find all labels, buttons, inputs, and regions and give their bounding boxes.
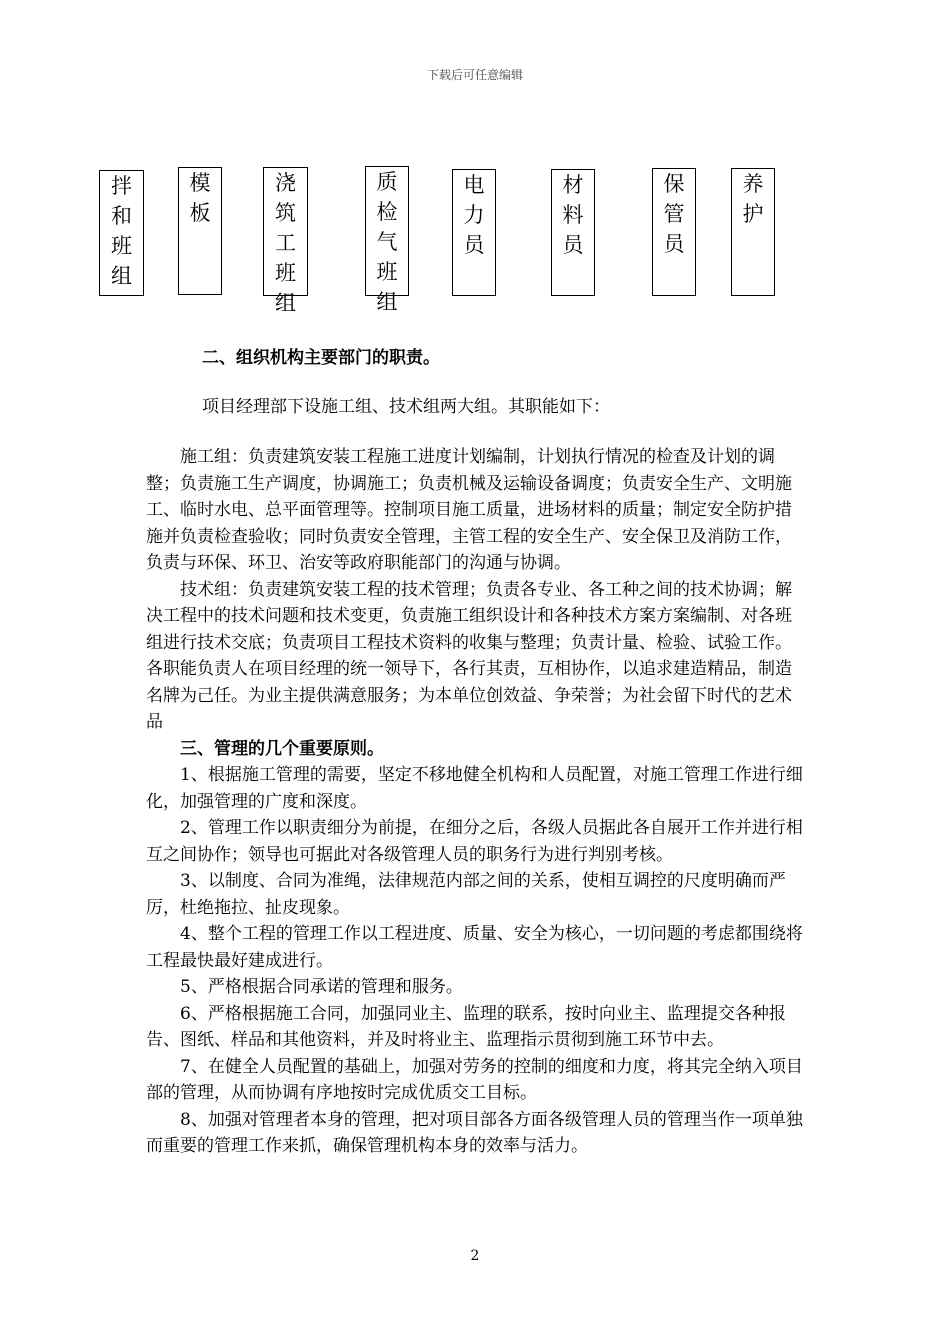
paragraph-construction-group: 施工组：负责建筑安装工程施工进度计划编制，计划执行情况的检查及计划的调整；负责施工生产调度，协调施工；负责机械及运输设备调度；负责安全生产、文明施工、临时水电、总平面管理等。控制项目施工质量，进场材料的质量；制定安全防护措施并负责检查验收；同时负责安全管理，主管工程的安全生产、安全保卫及消防工作，负责与环保、环卫、治安等政府职能部门的沟通与协调。	[146, 447, 792, 573]
org-box-char: 组	[275, 291, 296, 315]
org-box-char: 模	[189, 171, 211, 195]
org-box-char: 料	[562, 203, 584, 227]
org-box-char: 板	[189, 201, 211, 225]
org-box-char: 班	[376, 260, 398, 284]
org-box-char: 员	[562, 233, 584, 257]
org-box-quality-team	[365, 166, 409, 314]
paragraph-closing: 各职能负责人在项目经理的统一领导下，各行其责，互相协作，以追求建造精品，制造名牌为己任。为业主提供满意服务；为本单位创效益、争荣誉；为社会留下时代的艺术品	[146, 659, 792, 732]
section-heading: 二、组织机构主要部门的职责。	[202, 348, 440, 368]
org-box-materials	[551, 169, 595, 296]
org-box-char: 组	[111, 264, 132, 288]
org-box-formwork	[178, 167, 222, 295]
org-box-char: 质	[376, 170, 398, 194]
org-box-char: 班	[275, 261, 296, 285]
org-box-storekeeper	[652, 168, 696, 296]
org-box-char: 保	[663, 172, 685, 196]
principle-item: 6、严格根据施工合同，加强同业主、监理的联系，按时向业主、监理提交各种报告、图纸、样品和其他资料，并及时将业主、监理指示贯彻到施工环节中去。	[146, 1003, 786, 1050]
org-box-char: 养	[742, 172, 764, 196]
org-box-char: 电	[463, 173, 485, 197]
section-heading: 三、管理的几个重要原则。	[180, 738, 384, 759]
principle-item: 2、管理工作以职责细分为前提，在细分之后，各级人员据此各自展开工作并进行相互之间协作；领导也可据此对各级管理人员的职务行为进行判别考核。	[146, 818, 803, 865]
principle-item: 1、根据施工管理的需要，坚定不移地健全机构和人员配置，对施工管理工作进行细化，加强管理的广度和深度。	[146, 765, 803, 812]
page-number: 2	[470, 1248, 480, 1264]
paragraph-technical-group: 技术组：负责建筑安装工程的技术管理；负责各专业、各工种之间的技术协调；解决工程中的技术问题和技术变更，负责施工组织设计和各种技术方案方案编制、对各班组进行技术交底；负责项目工程技术资料的收集与整理；负责计量、检验、试验工作。	[146, 579, 792, 653]
section-intro: 项目经理部下设施工组、技术组两大组。其职能如下：	[202, 396, 610, 417]
org-box-char: 筑	[275, 201, 296, 225]
page-header: 下载后可任意编辑	[426, 68, 523, 82]
org-box-electrician	[452, 169, 496, 296]
org-box-char: 工	[275, 231, 296, 255]
org-box-char: 员	[463, 233, 485, 257]
principle-item: 7、在健全人员配置的基础上，加强对劳务的控制的细度和力度，将其完全纳入项目部的管理，从而协调有序地按时完成优质交工目标。	[146, 1056, 803, 1103]
org-box-char: 气	[376, 230, 398, 254]
org-box-char: 力	[463, 203, 485, 227]
principle-item: 3、以制度、合同为准绳，法律规范内部之间的关系，使相互调控的尺度明确而严厉，杜绝拖拉、扯皮现象。	[146, 871, 786, 918]
org-box-char: 材	[562, 173, 584, 197]
org-box-curing	[731, 168, 775, 296]
org-box-char: 组	[376, 290, 398, 314]
document-body	[146, 340, 808, 1160]
principle-item: 5、严格根据合同承诺的管理和服务。	[180, 977, 463, 997]
org-box-char: 和	[111, 204, 132, 228]
org-box-char: 检	[376, 200, 398, 224]
org-box-char: 浇	[275, 171, 296, 195]
org-box-char: 员	[663, 232, 685, 256]
principle-item: 4、整个工程的管理工作以工程进度、质量、安全为核心，一切问题的考虑都围绕将工程最快最好建成进行。	[146, 924, 803, 971]
principle-item: 8、加强对管理者本身的管理，把对项目部各方面各级管理人员的管理当作一项单独而重要的管理工作来抓，确保管理机构本身的效率与活力。	[146, 1109, 803, 1156]
org-box-char: 班	[111, 234, 132, 258]
org-box-mixing-team	[99, 170, 144, 296]
org-box-char: 管	[663, 202, 685, 226]
org-box-pouring-team	[263, 167, 308, 315]
org-box-char: 拌	[111, 174, 132, 198]
org-box-char: 护	[742, 202, 764, 226]
